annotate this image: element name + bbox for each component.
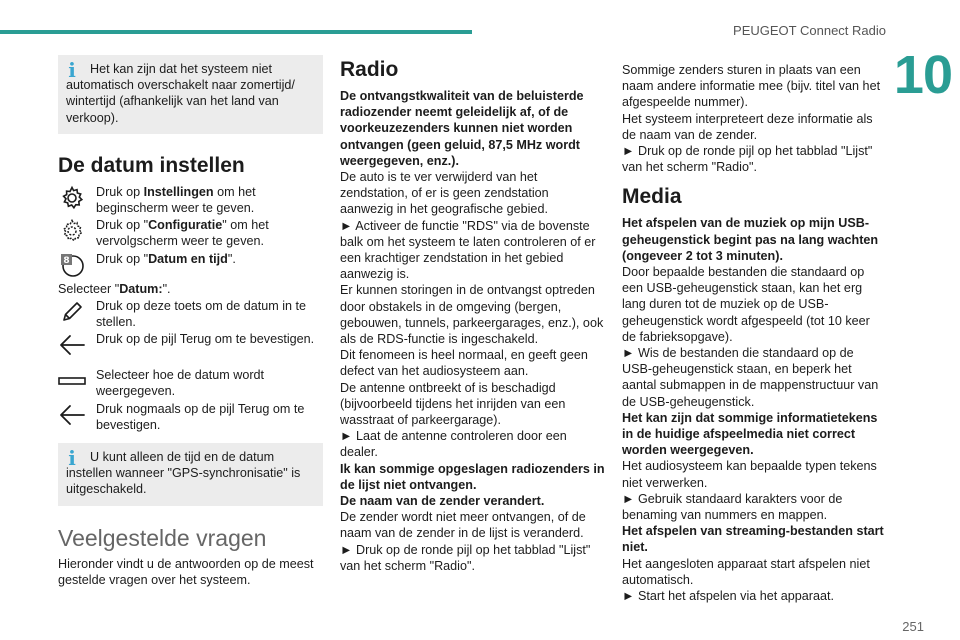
column-middle [340, 55, 605, 574]
step-datetime [58, 251, 323, 279]
step2-pre: Druk op " [96, 218, 149, 233]
question-name-changes: De naam van de zender verandert. [340, 494, 545, 509]
station-info-text: Sommige zenders sturen in plaats van een naam andere informatie mee (bijv. titel van het afgespeelde nummer). [622, 63, 881, 110]
info-note-dst [58, 55, 323, 134]
back-arrow-icon [58, 331, 86, 359]
question-characters: Het kan zijn dat sommige informatietekens in de huidige afspeelmedia niet correct worden weergegeven. [622, 410, 878, 458]
page-header-title: PEUGEOT Connect Radio [733, 23, 886, 38]
info-note-gps-text: U kunt alleen de tijd en de datum instellen wanneer "GPS-synchronisatie" is uitgeschakeld. [66, 450, 301, 497]
step3-post: ". [227, 251, 236, 266]
svg-text:8: 8 [63, 255, 70, 266]
select-date-line [58, 281, 323, 297]
answer-interference: Er kunnen storingen in de ontvangst optreden door obstakels in de omgeving (bergen, gebouwen, tunnels, parkeergarages, enz.), ook als de RDS-functie is ingeschakeld. [340, 283, 604, 347]
step-edit-text: Druk op deze toets om de datum in te stellen. [96, 298, 307, 330]
question-reception: De ontvangstkwaliteit van de beluisterde radiozender neemt geleidelijk af, of de voorkeuzezenders kunnen niet worden ontvangen (geen geluid, 87,5 MHz wordt weergegeven, enz.). [340, 89, 584, 168]
section-heading-faq: Veelgestelde vragen [58, 524, 267, 551]
date-format-bar-icon [58, 367, 86, 395]
action-clean-usb: ► Wis de bestanden die standaard op de USB-geheugenstick staan, en beperk het aantal submappen in de mappenstructuur van de USB-geheugenstick. [622, 345, 884, 410]
select-bold: Datum: [119, 281, 163, 296]
action-standard-chars: ► Gebruik standaard karakters voor de benaming van nummers en mappen. [622, 491, 884, 523]
step-config-text [96, 217, 323, 249]
gear-dotted-icon [58, 217, 86, 245]
action-refresh-list: ► Druk op de ronde pijl op het tabblad "Lijst" van het scherm "Radio". [340, 542, 605, 574]
column-left [58, 55, 323, 588]
step-back [58, 331, 323, 359]
section-heading-media: Media [622, 185, 682, 209]
answer-streaming: Het aangesloten apparaat start afspelen niet automatisch. [622, 556, 870, 587]
step2-post: " om het vervolgscherm weer te geven. [96, 218, 269, 249]
info-icon: i [68, 58, 76, 82]
action-rds: ► Activeer de functie "RDS" via de bovenste balk om het systeem te laten controleren of er een krachtiger zendstation in het gebied aanwezig is. [340, 218, 605, 283]
step2-bold: Configuratie [148, 218, 223, 233]
section-heading-radio: Radio [340, 58, 399, 81]
question-usb-delay: Het afspelen van de muziek op mijn USB-geheugenstick begint pas na lang wachten (ongeveer 2 tot 3 minuten). [622, 216, 879, 263]
info-icon: i [68, 446, 76, 471]
action-dealer: ► Laat de antenne controleren door een dealer. [340, 428, 605, 460]
step-back-text: Druk op de pijl Terug om te bevestigen. [96, 332, 315, 347]
question-stored-stations: Ik kan sommige opgeslagen radiozenders in de lijst niet ontvangen. [340, 461, 605, 492]
page-number: 251 [902, 619, 924, 634]
step3-bold: Datum en tijd [148, 251, 228, 266]
gear-icon [58, 184, 86, 212]
question-streaming: Het afspelen van streaming-bestanden start niet. [622, 524, 884, 555]
step-settings-text [96, 184, 323, 216]
step-config [58, 217, 323, 249]
column-right [622, 62, 884, 604]
answer-antenna: De antenne ontbreekt of is beschadigd (bijvoorbeeld tijdens het inrijden van een wasstraat of parkeergarage). [340, 380, 566, 428]
step3-pre: Druk op " [96, 251, 149, 266]
faq-intro: Hieronder vindt u de antwoorden op de meest gestelde vragen over het systeem. [58, 556, 314, 588]
section-heading-date: De datum instellen [58, 153, 245, 177]
step-format-text: Selecteer hoe de datum wordt weergegeven. [96, 368, 265, 399]
step-datetime-text [96, 251, 323, 267]
step1-pre: Druk op [96, 184, 144, 199]
station-interpret-text: Het systeem interpreteert deze informatie als de naam van de zender. [622, 111, 873, 142]
step-settings [58, 184, 323, 216]
select-pre: Selecteer " [58, 281, 120, 296]
action-start-device: ► Start het afspelen via het apparaat. [622, 588, 884, 604]
step-format [58, 367, 323, 399]
answer-usb-delay: Door bepaalde bestanden die standaard op een USB-geheugenstick staan, kan het erg lang duren tot de muziek op de USB-geheugenstick wordt afgespeeld (tot 10 keer de fabrieksopgave). [622, 265, 870, 344]
answer-normal: Dit fenomeen is heel normaal, en geeft geen defect van het audiosysteem aan. [340, 348, 588, 379]
info-note-text: Het kan zijn dat het systeem niet automatisch overschakelt naar zomertijd/ wintertijd (afhankelijk van het land van verkoop). [66, 62, 295, 125]
top-accent-bar [0, 30, 472, 34]
action-refresh-list-2: ► Druk op de ronde pijl op het tabblad "Lijst" van het scherm "Radio". [622, 143, 884, 175]
pencil-icon [58, 298, 86, 326]
step-back-again-text: Druk nogmaals op de pijl Terug om te bevestigen. [96, 401, 305, 432]
answer-reception: De auto is te ver verwijderd van het zendstation, of er is geen zendstation aanwezig in het geografische gebied. [340, 170, 549, 217]
answer-characters: Het audiosysteem kan bepaalde typen tekens niet verwerken. [622, 459, 877, 490]
chapter-number: 10 [893, 45, 952, 105]
step-back-again [58, 401, 323, 433]
back-arrow-icon [58, 401, 86, 429]
select-post: ". [162, 281, 171, 296]
calendar-8-icon [58, 251, 86, 279]
step-edit [58, 298, 323, 330]
step1-post: om het beginscherm weer te geven. [96, 184, 256, 216]
answer-stored-stations: De zender wordt niet meer ontvangen, of de naam van de zender in de lijst is veranderd. [340, 510, 586, 541]
step1-bold: Instellingen [143, 184, 214, 199]
info-note-gps [58, 443, 323, 506]
